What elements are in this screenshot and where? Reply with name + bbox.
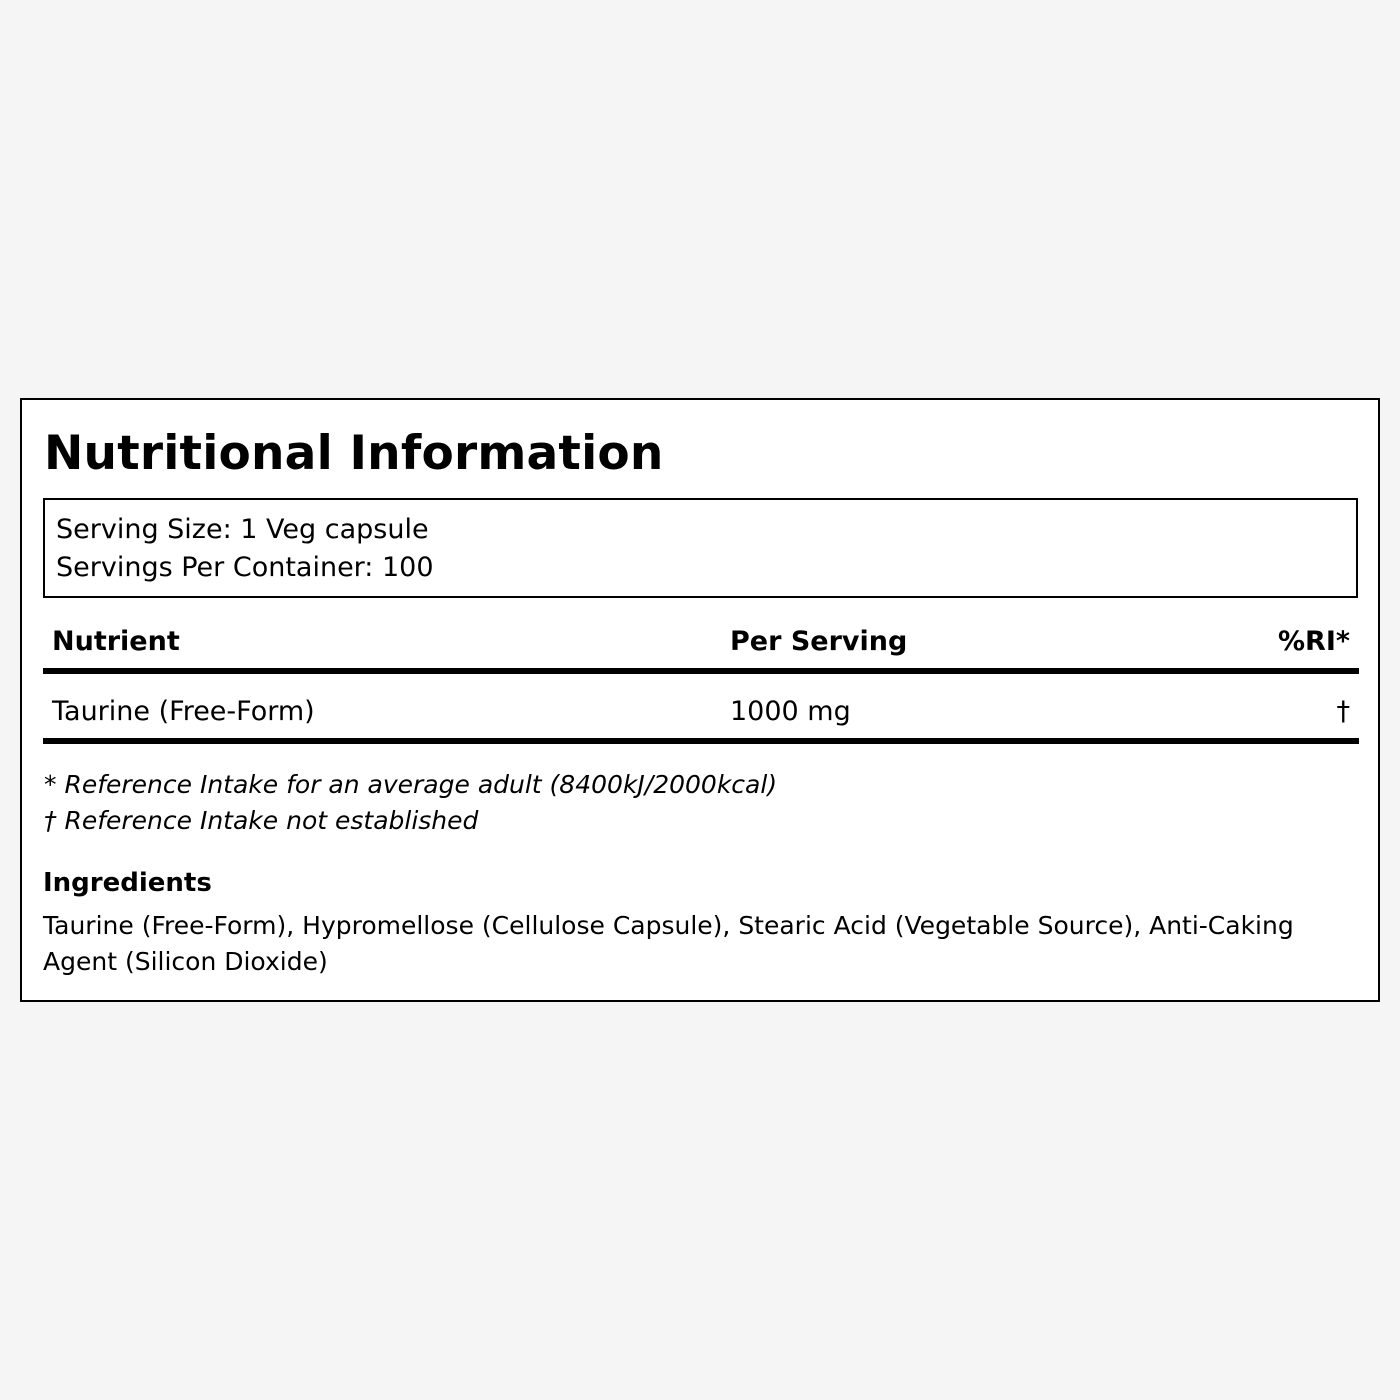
serving-size: Serving Size: 1 Veg capsule [56,514,429,545]
serving-info-box [43,498,1358,598]
header-ri: %RI* [1277,626,1350,657]
row-nutrient-name: Taurine (Free-Form) [52,696,315,727]
header-nutrient: Nutrient [52,626,180,657]
row-per-serving: 1000 mg [730,696,851,727]
table-bottom-divider [43,738,1359,744]
footnote-dagger: † Reference Intake not established [44,806,479,835]
header-divider [43,668,1359,674]
servings-per-container: Servings Per Container: 100 [56,552,434,583]
nutrition-panel [20,398,1380,1002]
header-per-serving: Per Serving [730,626,908,657]
ingredients-text: Taurine (Free-Form), Hypromellose (Cellulose Capsule), Stearic Acid (Vegetable Source), Anti-Caking Agent (Silicon Dioxide) [43,911,1294,976]
ingredients-heading: Ingredients [43,868,212,898]
panel-title: Nutritional Information [44,426,664,481]
row-ri: † [1336,696,1350,727]
footnote-ri: * Reference Intake for an average adult (8400kJ/2000kcal) [44,770,778,799]
